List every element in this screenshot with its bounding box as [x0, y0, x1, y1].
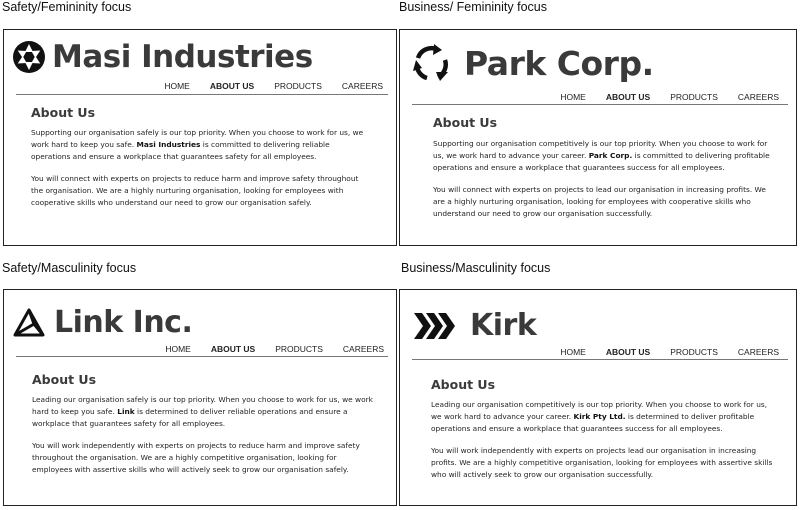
masi-nav	[144, 81, 383, 91]
about-paragraph-1: Leading our organisation safely is our top priority. When you choose to work for us, we work hard to keep you safe. Link is determined to deliver reliable operations and ensure a workplace that guarantees safety for all employees.	[32, 395, 373, 428]
kirk-logo	[414, 308, 536, 343]
nav-products[interactable]: PRODUCTS	[670, 92, 718, 102]
park-nav	[540, 92, 779, 102]
about-heading: About Us	[433, 115, 498, 130]
company-name-bold: Kirk Pty Ltd.	[573, 412, 626, 421]
caption-business-femininity: Business/ Femininity focus	[399, 0, 547, 14]
about-heading: About Us	[431, 377, 496, 392]
company-name: Link Inc.	[54, 305, 193, 340]
company-name: Park Corp.	[464, 43, 654, 83]
nav-divider	[412, 104, 788, 105]
kirk-nav	[540, 347, 779, 357]
link-website-panel	[3, 289, 397, 506]
company-name: Kirk	[470, 308, 537, 343]
nav-divider	[412, 359, 788, 360]
kirk-website-panel	[399, 289, 797, 506]
about-paragraph-2: You will work independently with experts on projects lead our organisation in increasing profits. We are a highly competitive organisation, looking for employees with assertive skills who will actively seek to grow our organisation successfully.	[431, 446, 773, 479]
nav-about-us[interactable]: ABOUT US	[605, 92, 651, 102]
nav-careers[interactable]: CAREERS	[737, 347, 779, 357]
company-name-bold: Link	[117, 407, 135, 416]
company-name-bold: Park Corp.	[588, 151, 633, 160]
nav-about-us[interactable]: ABOUT US	[209, 81, 255, 91]
nav-home[interactable]: HOME	[165, 344, 191, 354]
masi-website-panel	[3, 29, 397, 246]
nav-home[interactable]: HOME	[560, 347, 586, 357]
about-paragraph-2: You will connect with experts on projects to lead our organisation in increasing profits. We are a highly nurturing organisation, looking for employees with cooperative skills who understand our need to grow our organisation successfully.	[433, 185, 766, 218]
nav-careers[interactable]: CAREERS	[737, 92, 779, 102]
nav-divider	[16, 94, 388, 95]
company-name-bold: Masi Industries	[136, 140, 201, 149]
about-heading: About Us	[31, 105, 96, 120]
caption-business-masculinity: Business/Masculinity focus	[401, 261, 551, 275]
chevrons-right-icon	[414, 311, 456, 341]
nav-home[interactable]: HOME	[560, 92, 586, 102]
park-logo	[410, 42, 654, 84]
nav-home[interactable]: HOME	[164, 81, 190, 91]
caption-safety-masculinity: Safety/Masculinity focus	[2, 261, 137, 275]
nav-products[interactable]: PRODUCTS	[275, 344, 323, 354]
about-paragraph-1: Supporting our organisation safely is our top priority. When you choose to work for us, we work hard to keep you safe. Masi Industries is committed to delivering reliable operations and ensure a workplace that guarantees safety for all employees.	[31, 128, 364, 161]
nav-about-us[interactable]: ABOUT US	[210, 344, 256, 354]
pyramid-icon	[12, 307, 46, 339]
about-paragraph-2: You will work independently with experts on projects to reduce harm and improve safety throughout the organisation. We are a highly competitive organisation, looking for employees with assertive skills who will actively seek to grow our organisation safely.	[32, 441, 360, 474]
aperture-icon	[12, 40, 46, 74]
link-logo	[12, 305, 192, 340]
about-paragraph-1: Leading our organisation competitively is our top priority. When you choose to work for us, we work hard to advance your career. Kirk Pty Ltd. is determined to deliver profitable operations and ensure a workplace that guarantees success for all employees.	[431, 400, 768, 433]
company-name: Masi Industries	[52, 39, 313, 75]
masi-logo	[12, 39, 313, 75]
about-paragraph-2: You will connect with experts on projects to reduce harm and improve safety throughout the organisation. We are a highly nurturing organisation, looking for employees with cooperative skills who understand our need to grow our organisation safely.	[31, 174, 359, 207]
link-nav	[145, 344, 384, 354]
caption-safety-femininity: Safety/Femininity focus	[2, 0, 132, 14]
recycle-arrows-icon	[410, 42, 452, 84]
nav-divider	[16, 356, 388, 357]
nav-products[interactable]: PRODUCTS	[670, 347, 718, 357]
nav-products[interactable]: PRODUCTS	[274, 81, 322, 91]
about-paragraph-1: Supporting our organisation competitively is our top priority. When you choose to work for us, we work hard to advance your career. Park Corp. is committed to delivering profitable operations and ensure a workplace that guarantees success for all employees.	[433, 139, 770, 172]
nav-careers[interactable]: CAREERS	[342, 344, 384, 354]
about-heading: About Us	[32, 372, 97, 387]
nav-about-us[interactable]: ABOUT US	[605, 347, 651, 357]
nav-careers[interactable]: CAREERS	[341, 81, 383, 91]
park-website-panel	[399, 29, 797, 246]
